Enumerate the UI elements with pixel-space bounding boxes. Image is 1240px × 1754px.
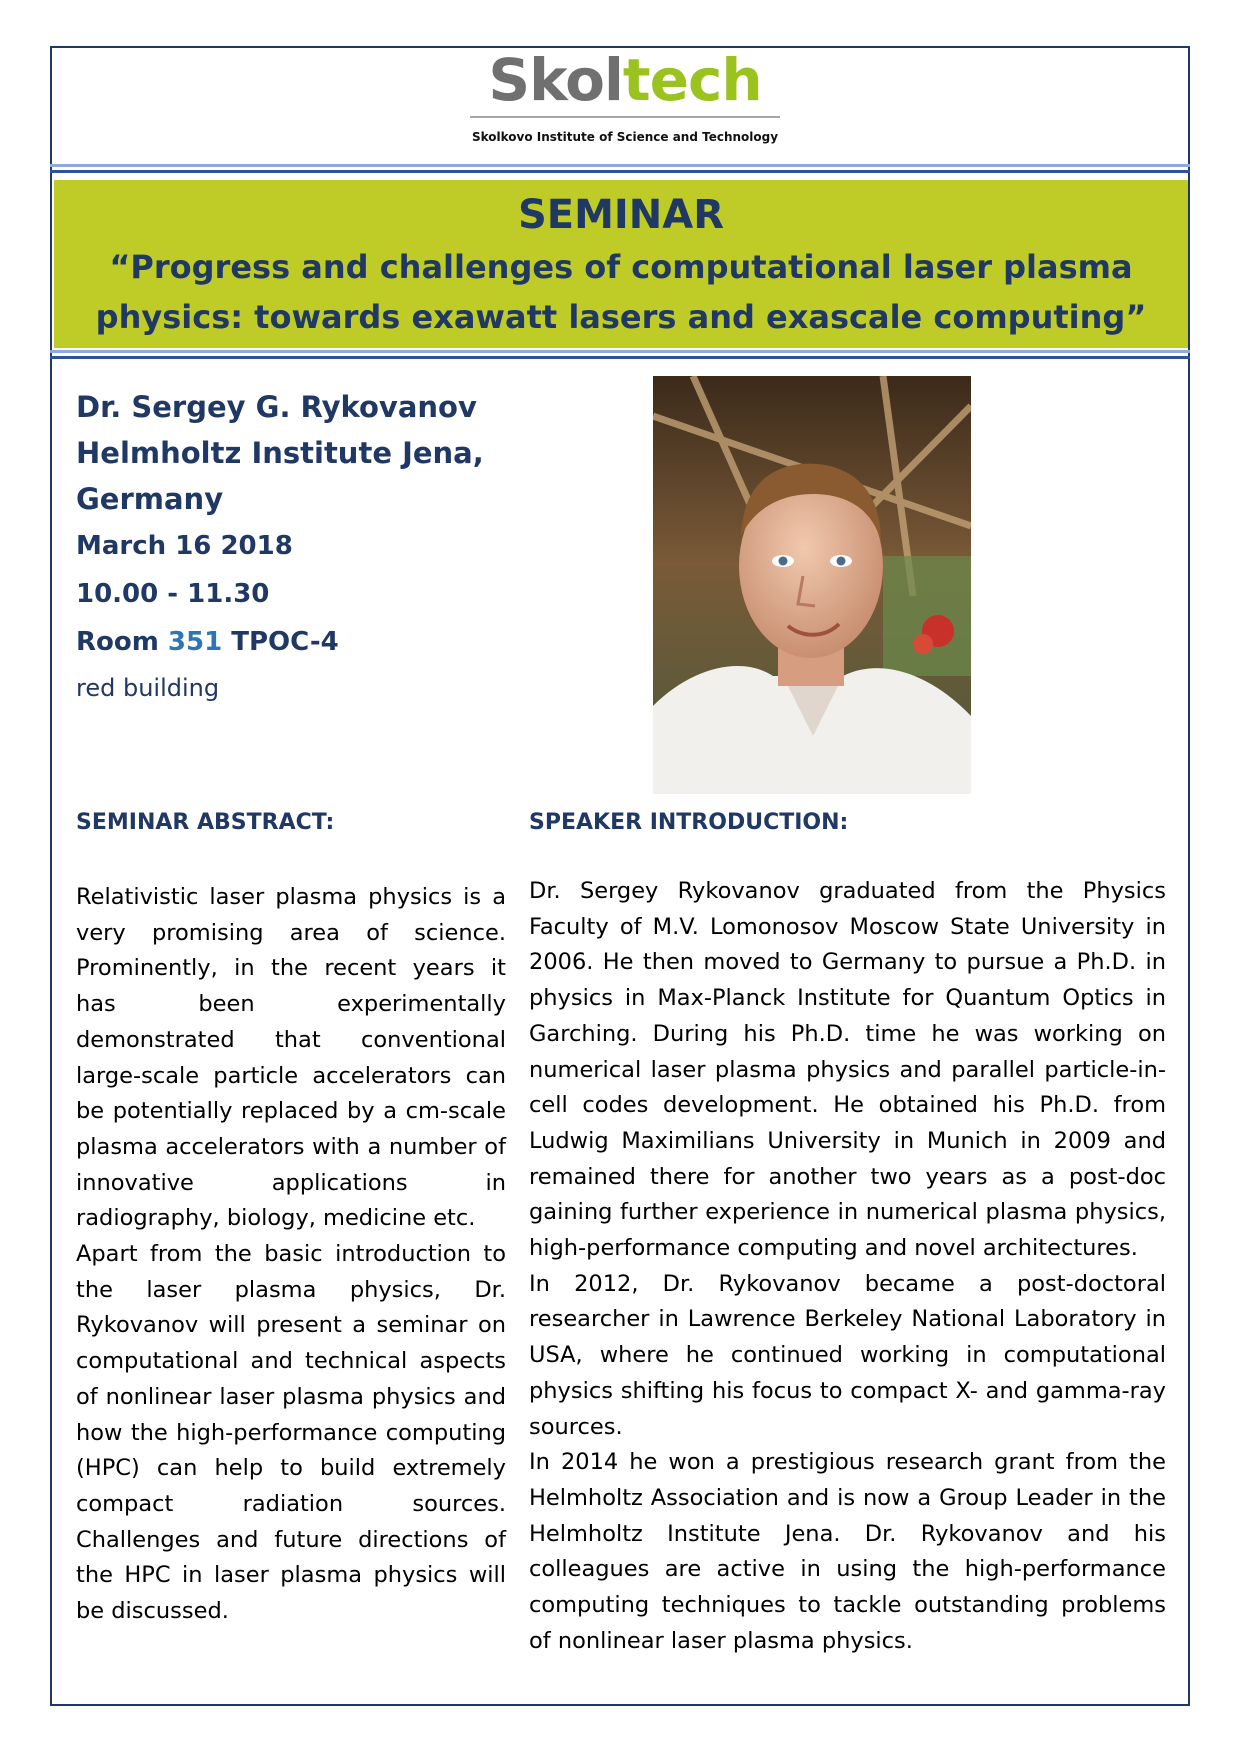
speaker-institute: Helmholtz Institute Jena, [76,436,484,470]
skoltech-logo [470,46,780,146]
banner-title: SEMINAR [517,192,725,238]
speaker-info [76,384,596,710]
introduction-body [529,874,1166,1659]
introduction-paragraph: Dr. Sergey Rykovanov graduated from the Physics Faculty of M.V. Lomonosov Moscow State University in 2006. He then moved to Germany to pursue a Ph.D. in physics in Max-Planck Institute for Quantum Optics in Garching. During his Ph.D. time he was working on numerical laser plasma physics and parallel particle-in-cell codes development. He obtained his Ph.D. from Ludwig Maximilians University in Munich in 2009 and remained there for another two years as a post-doc gaining further experience in numerical plasma physics, high-performance computing and novel architectures. [529,878,1166,1262]
abstract-body [76,880,506,1630]
logo-wordmark [470,46,780,114]
header-divider [50,164,1190,174]
logo-rule [470,116,780,118]
logo-word-green: tech [622,46,762,114]
room-suffix: TPOC-4 [231,627,339,657]
speaker-photo [653,376,971,794]
abstract-paragraph: Apart from the basic introduction to the laser plasma physics, Dr. Rykovanov will present a seminar on computational and technical aspects of nonlinear laser plasma physics and how the high-performance computing (HPC) can help to build extremely compact radiation sources. Challenges and future directions of the HPC in laser plasma physics will be discussed. [76,1241,506,1625]
logo-subtitle: Skolkovo Institute of Science and Technology [471,130,779,144]
seminar-building: red building [76,674,220,702]
seminar-date: March 16 2018 [76,531,293,561]
abstract-paragraph: Relativistic laser plasma physics is a very promising area of science. Prominently, in the recent years it has been experimentally demonstrated that conventional large-scale particle accelerators can be potentially replaced by a cm-scale plasma accelerators with a number of innovative applications in radiography, biology, medicine etc. [76,884,506,1232]
seminar-room [76,618,596,666]
seminar-banner [54,180,1188,348]
speaker-name: Dr. Sergey G. Rykovanov [76,390,477,424]
room-number: 351 [167,627,223,657]
abstract-heading: SEMINAR ABSTRACT: [76,810,335,835]
banner-subtitle: “Progress and challenges of computational laser plasma physics: towards exawatt lasers and exascale computing” [95,248,1147,336]
seminar-time: 10.00 - 11.30 [76,579,270,609]
speaker-country: Germany [76,482,224,516]
introduction-heading: SPEAKER INTRODUCTION: [529,810,849,835]
introduction-paragraph: In 2014 he won a prestigious research grant from the Helmholtz Association and is now a Group Leader in the Helmholtz Institute Jena. Dr. Rykovanov and his colleagues are active in using the high-performance computing techniques to tackle outstanding problems of nonlinear laser plasma physics. [529,1449,1166,1654]
banner-divider [50,350,1190,360]
introduction-paragraph: In 2012, Dr. Rykovanov became a post-doctoral researcher in Lawrence Berkeley National Laboratory in USA, where he continued working in computational physics shifting his focus to compact X- and gamma-ray sources. [529,1270,1166,1440]
room-prefix: Room [76,627,159,657]
logo-word-gray: Skol [488,46,623,114]
